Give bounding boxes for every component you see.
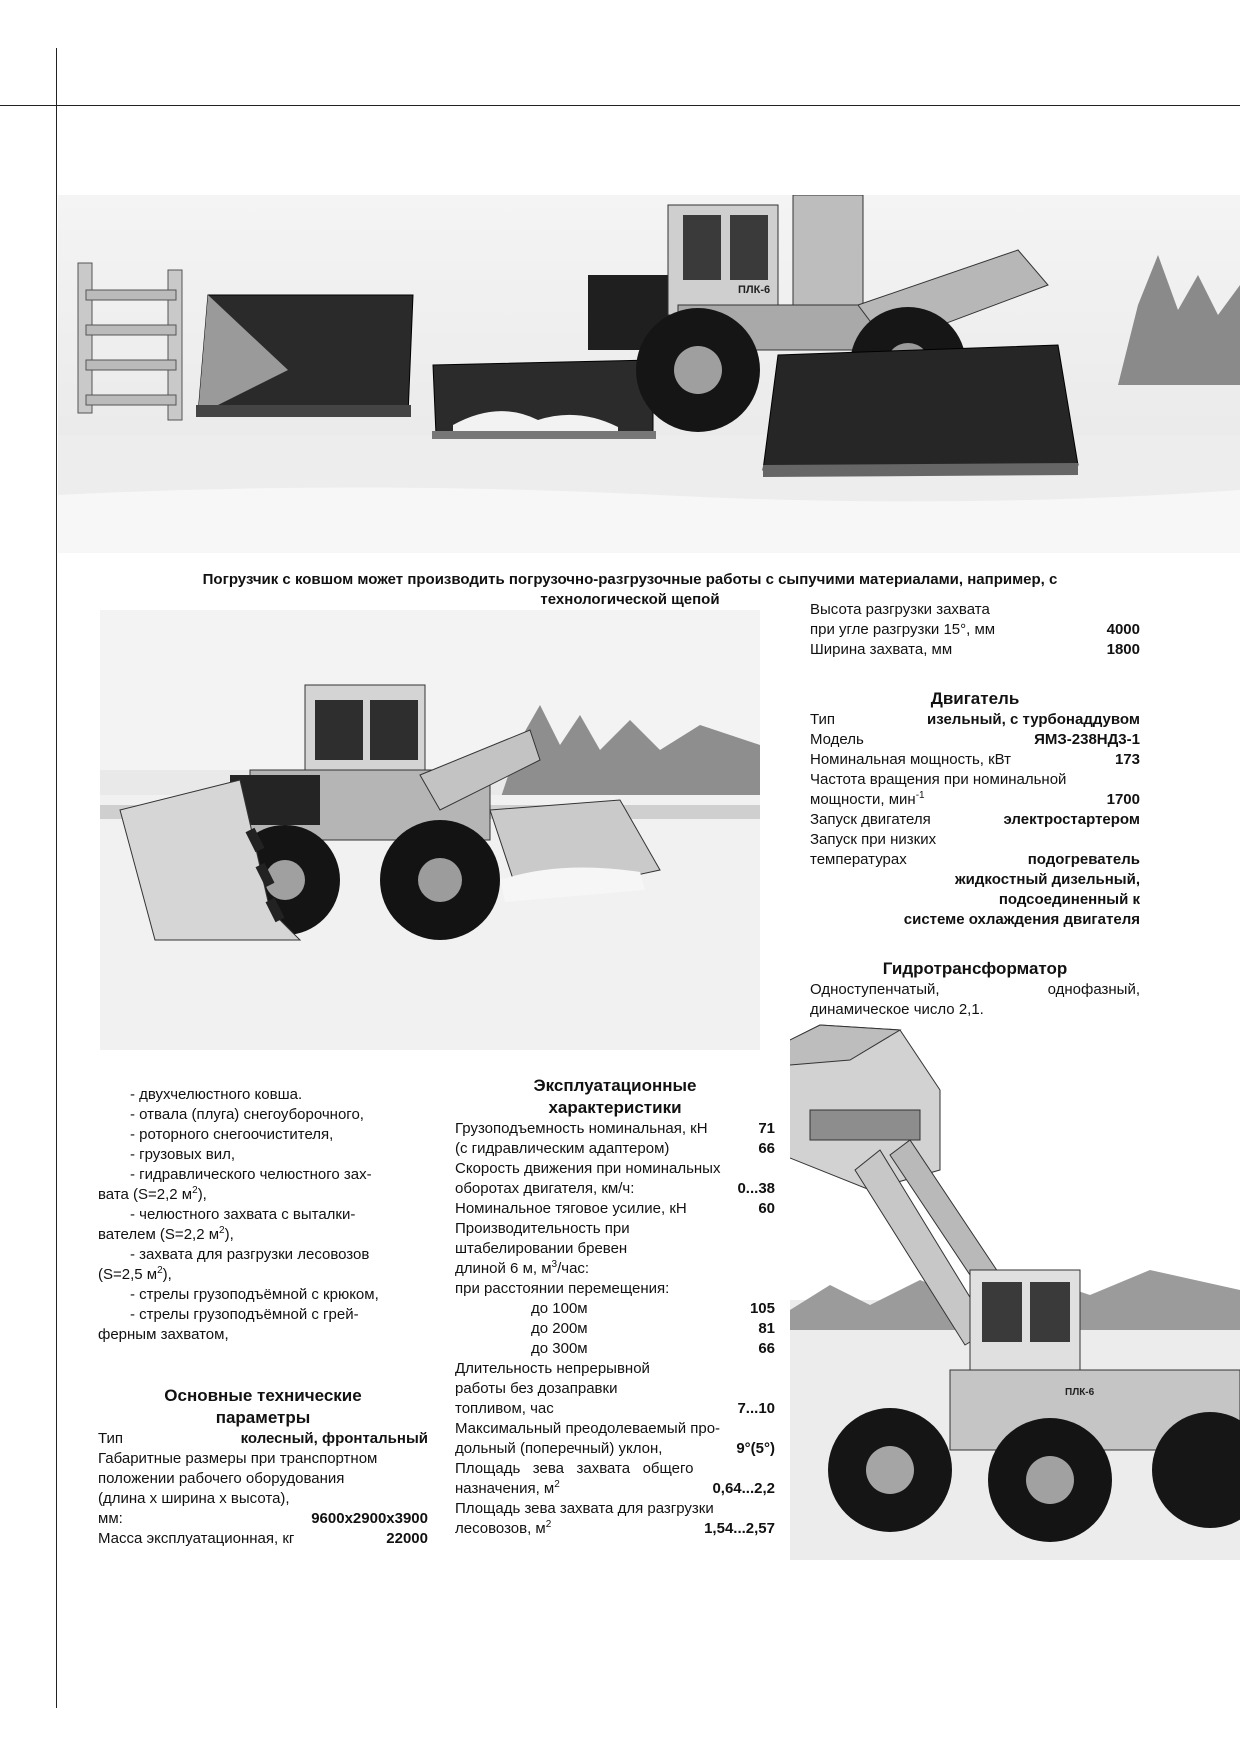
productivity-line-2: штабелировании бревен [455,1240,628,1257]
top-cab-sign: ПЛК-6 [738,284,771,296]
engine-type-value: изельный, с турбонаддувом [926,711,1140,728]
distance-300-label: до 300м [531,1340,588,1357]
speed-value: 0...38 [737,1180,775,1197]
load-value: 71 [758,1120,775,1137]
productivity-line-1: Производительность при [455,1220,630,1237]
basic-type-value: колесный, фронтальный [240,1430,428,1447]
equipment-item-8: - стрелы грузоподъёмной с крюком, [130,1286,379,1303]
photo-loader-with-plow [100,610,760,1050]
equipment-item-7b-line [98,1265,428,1285]
cold-start-value-3: подсоединенный к [998,891,1140,908]
distance-200-row [455,1319,775,1339]
grip-width-value: 1800 [1106,641,1140,658]
log-mouth-line-1: Площадь зева захвата для разгрузки [455,1500,714,1517]
equipment-item-6b-line [98,1225,428,1245]
mouth-line-1: Площадь зева захвата общего [455,1460,694,1477]
dimensions-row [98,1509,428,1529]
engine-model-value: ЯМЗ-238НД3-1 [1034,731,1140,748]
equipment-item-5b-line [98,1185,428,1205]
distance-200-value: 81 [758,1320,775,1337]
dimensions-line-1: Габаритные размеры при транспортном [98,1450,378,1467]
equipment-item-5c: ), [197,1186,207,1203]
slope-row [455,1439,775,1459]
dimensions-value: 9600х2900х3900 [311,1510,428,1527]
caption-line-2: технологической щепой [540,591,720,608]
equipment-item-7b: (S=2,5 м [98,1266,158,1283]
adapter-value: 66 [758,1140,775,1157]
equipment-item-1: - двухчелюстного ковша. [130,1086,303,1103]
sup-2: 2 [219,1225,225,1236]
cold-start-value-2: жидкостный дизельный, [955,871,1140,888]
duration-row [455,1399,775,1419]
basic-type-label: Тип [98,1430,124,1447]
pull-row [455,1199,775,1219]
converter-line-2: динамическое число 2,1. [810,1001,984,1018]
distance-100-label: до 100м [531,1300,588,1317]
photo-attachments-and-loader [58,195,1240,553]
sup-2: 2 [554,1479,560,1490]
equipment-item-3: - роторного снегоочистителя, [130,1126,334,1143]
slope-value: 9°(5°) [736,1440,775,1457]
left-rule [56,48,57,1708]
sup-2: 2 [192,1185,198,1196]
sup-2: 2 [157,1265,163,1276]
distance-100-value: 105 [749,1300,775,1317]
sup-3: 3 [551,1259,558,1270]
caption-line-1: Погрузчик с ковшом может производить погрузочно-разгрузочные работы с сыпучими материалами, например, с [202,571,1058,588]
equipment-item-7a: - захвата для разгрузки лесовозов [130,1246,370,1263]
photo-loader-raised-bucket [790,1000,1240,1560]
log-mouth-value: 1,54...2,57 [704,1520,775,1537]
basic-type-row [98,1429,428,1449]
distance-100-row [455,1299,775,1319]
right-cab-sign: ПЛК-6 [1065,1387,1095,1398]
mass-label: Масса эксплуатационная, кг [98,1530,295,1547]
duration-line-1: Длительность непрерывной [455,1360,650,1377]
cold-start-value-1: подогреватель [1027,851,1140,868]
mouth-value: 0,64...2,2 [712,1480,775,1497]
pull-label: Номинальное тяговое усилие, кН [455,1200,687,1217]
mouth-row [455,1479,775,1499]
engine-power-value: 173 [1114,751,1140,768]
engine-start-row [810,810,1140,830]
productivity-line-4: при расстоянии перемещения: [455,1280,670,1297]
equipment-item-9a: - стрелы грузоподъёмной с грей- [130,1306,359,1323]
dimensions-line-3: (длина х ширина х высота), [98,1490,290,1507]
distance-200-label: до 200м [531,1320,588,1337]
unload-height-value: 4000 [1106,621,1140,638]
productivity-line-3 [455,1259,775,1279]
slope-line-1: Максимальный преодолеваемый про- [455,1420,721,1437]
basic-params-heading-2: параметры [215,1408,311,1427]
equipment-item-4: - грузовых вил, [130,1146,236,1163]
adapter-label: (с гидравлическим адаптером) [455,1140,670,1157]
pull-value: 60 [758,1200,775,1217]
cold-start-row [810,850,1140,870]
equipment-item-7c: ), [162,1266,172,1283]
adapter-row [455,1139,775,1159]
equipment-item-5a: - гидравлического челюстного зах- [130,1166,372,1183]
mouth-line-2: назначения, м [455,1480,555,1497]
cold-start-value-4: системе охлаждения двигателя [903,911,1140,928]
dimensions-line-4: мм: [98,1510,123,1527]
speed-row [455,1179,775,1199]
engine-rpm-value: 1700 [1106,791,1140,808]
duration-line-2: работы без дозаправки [455,1380,618,1397]
speed-line-2: оборотах двигателя, км/ч: [455,1180,635,1197]
engine-type-label: Тип [810,711,836,728]
basic-params-heading-1: Основные технические [164,1386,362,1405]
log-mouth-row [455,1519,775,1539]
operation-heading-2: характеристики [548,1098,682,1117]
sup-2: 2 [545,1519,552,1530]
top-rule [0,105,1240,106]
duration-line-3: топливом, час [455,1400,554,1417]
engine-type-row [810,710,1140,730]
dimensions-line-2: положении рабочего оборудования [98,1470,345,1487]
load-label: Грузоподъемность номинальная, кН [455,1120,708,1137]
specs-right-column [810,600,1140,1020]
distance-300-value: 66 [758,1340,775,1357]
equipment-item-9b: ферным захватом, [98,1326,229,1343]
engine-start-value: электростартером [1003,811,1140,828]
grip-width-row [810,640,1140,660]
engine-power-row [810,750,1140,770]
specs-center-column [455,1075,775,1539]
cold-start-line-2: температурах [810,851,907,868]
cold-start-line-1: Запуск при низких [810,831,937,848]
load-row [455,1119,775,1139]
engine-power-label: Номинальная мощность, кВт [810,751,1012,768]
mass-value: 22000 [386,1530,428,1547]
grip-width-label: Ширина захвата, мм [810,641,953,658]
mass-row [98,1529,428,1549]
engine-heading: Двигатель [930,689,1020,708]
engine-model-row [810,730,1140,750]
speed-line-1: Скорость движения при номинальных [455,1160,721,1177]
distance-300-row [455,1339,775,1359]
duration-value: 7...10 [737,1400,775,1417]
engine-rpm-sup: -1 [915,790,925,801]
equipment-item-5b: вата (S=2,2 м [98,1186,193,1203]
unload-height-line-2: при угле разгрузки 15°, мм [810,621,996,638]
specs-left-column [98,1085,428,1549]
converter-heading: Гидротрансформатор [882,959,1068,978]
converter-line-1: Одноступенчатый, однофазный, [810,981,1140,998]
engine-start-label: Запуск двигателя [810,811,931,828]
equipment-item-6b: вателем (S=2,2 м [98,1226,220,1243]
log-mouth-line-2: лесовозов, м [455,1520,546,1537]
equipment-item-6a: - челюстного захвата с выталки- [130,1206,356,1223]
operation-heading-1: Эксплуатационные [533,1076,697,1095]
engine-rpm-line-1: Частота вращения при номинальной [810,771,1067,788]
productivity-line-3b: /час: [557,1260,590,1277]
unload-height-line-1: Высота разгрузки захвата [810,601,990,618]
equipment-item-2: - отвала (плуга) снегоуборочного, [130,1106,364,1123]
equipment-item-6c: ), [224,1226,234,1243]
slope-line-2: дольный (поперечный) уклон, [455,1440,663,1457]
engine-rpm-line-2: мощности, мин [810,791,916,808]
engine-model-label: Модель [810,731,864,748]
engine-rpm-row [810,790,1140,810]
unload-height-row [810,620,1140,640]
productivity-line-3a: длиной 6 м, м [455,1260,552,1277]
